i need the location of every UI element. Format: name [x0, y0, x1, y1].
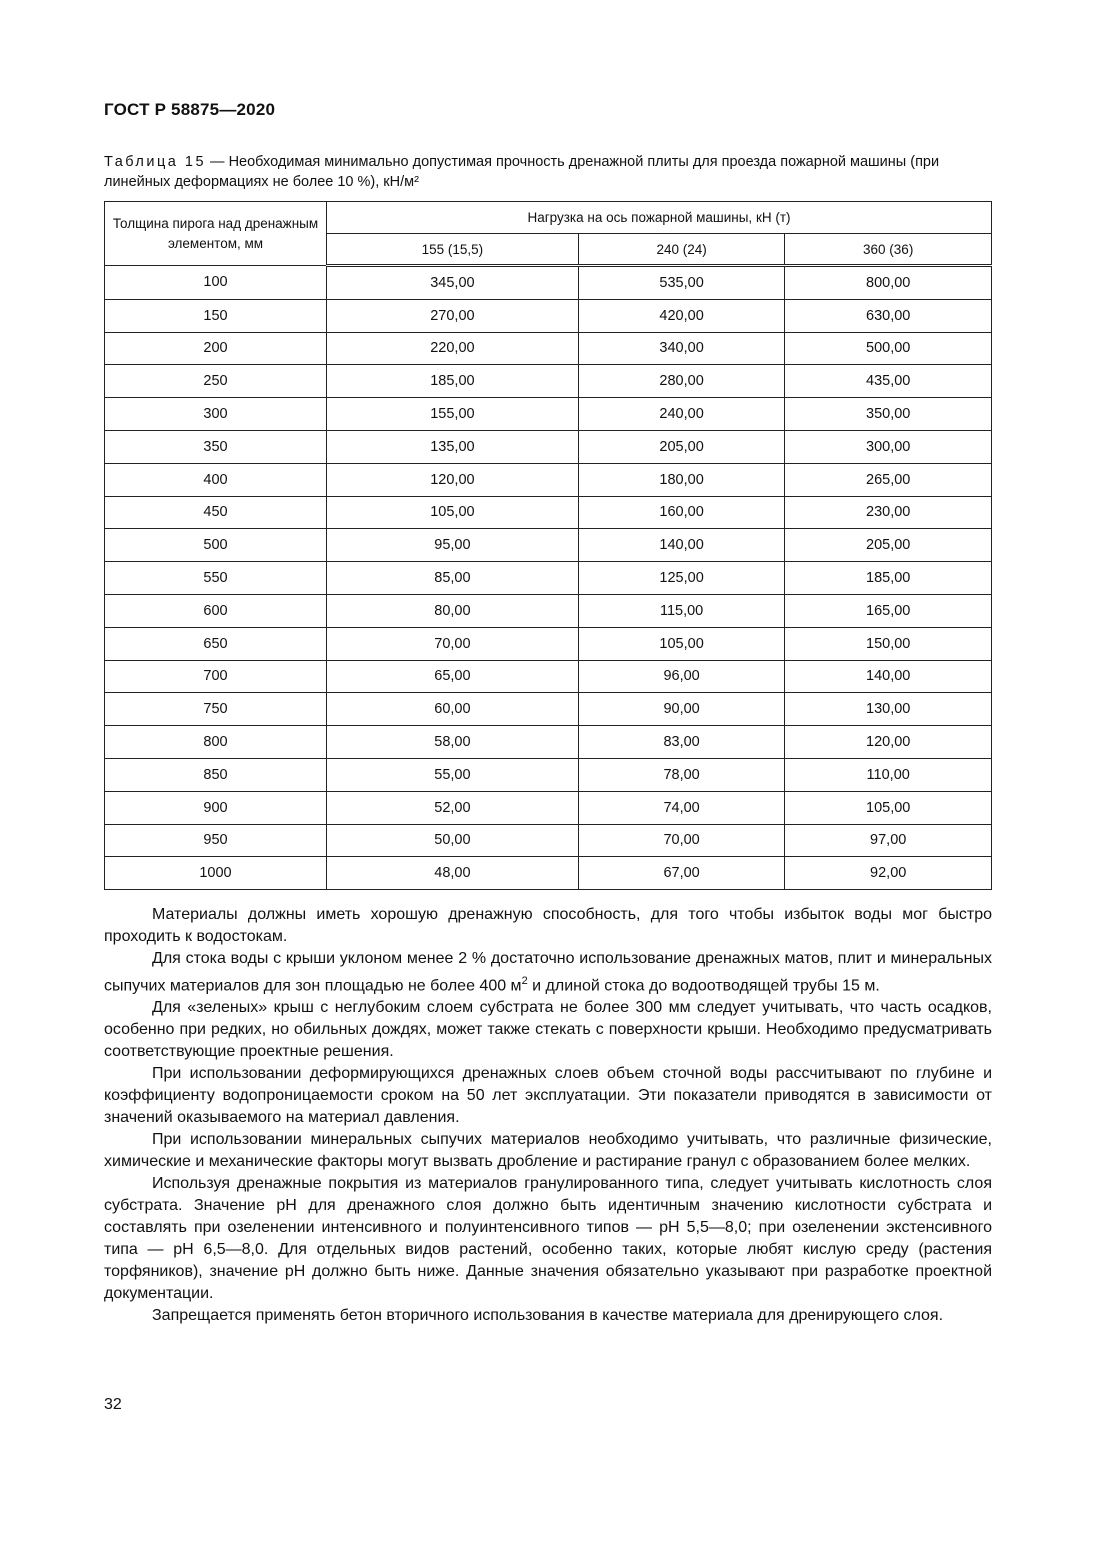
table-row: [105, 430, 992, 463]
strength-cell: 165,00: [785, 594, 992, 627]
strength-cell: 155,00: [327, 398, 579, 431]
strength-cell: 65,00: [327, 660, 579, 693]
strength-cell: 220,00: [327, 332, 579, 365]
strength-cell: 205,00: [785, 529, 992, 562]
table-row: [105, 398, 992, 431]
thickness-cell: 750: [105, 693, 327, 726]
paragraph: При использовании минеральных сыпучих материалов необходимо учитывать, что различные физические, химические и механические факторы могут вызвать дробление и растирание гранул с образованием более мелких.: [104, 1131, 992, 1171]
table-row: [105, 627, 992, 660]
table-row: [105, 660, 992, 693]
table-row: [105, 594, 992, 627]
strength-cell: 280,00: [578, 365, 785, 398]
table-caption: [104, 152, 992, 192]
table-row: [105, 791, 992, 824]
strength-cell: 420,00: [578, 299, 785, 332]
thickness-cell: 550: [105, 562, 327, 595]
page-number: 32: [104, 1396, 122, 1413]
paragraph: Материалы должны иметь хорошую дренажную способность, для того чтобы избыток воды мог быстро проходить к водостокам.: [104, 906, 992, 945]
strength-cell: 125,00: [578, 562, 785, 595]
group-header: Нагрузка на ось пожарной машины, кН (т): [327, 202, 992, 234]
row-header: Толщина пирога над дренажным элементом, мм: [105, 202, 327, 266]
paragraph: При использовании деформирующихся дренажных слоев объем сточной воды рассчитывают по глубине и коэффициенту водопроницаемости сроком на 50 лет эксплуатации. Эти показатели приводятся в зависимости от значений оказываемого на материал давления.: [104, 1065, 992, 1127]
table-row: [105, 758, 992, 791]
strength-cell: 92,00: [785, 857, 992, 890]
strength-cell: 70,00: [327, 627, 579, 660]
strength-cell: 105,00: [785, 791, 992, 824]
strength-cell: 95,00: [327, 529, 579, 562]
paragraph-text: и длиной стока до водоотводящей трубы 15 м.: [527, 977, 880, 995]
column-header: 155 (15,5): [327, 234, 579, 266]
table-row: [105, 726, 992, 759]
table-row: [105, 332, 992, 365]
thickness-cell: 650: [105, 627, 327, 660]
thickness-cell: 1000: [105, 857, 327, 890]
strength-cell: 630,00: [785, 299, 992, 332]
strength-cell: 130,00: [785, 693, 992, 726]
table-row: [105, 463, 992, 496]
strength-cell: 140,00: [578, 529, 785, 562]
thickness-cell: 700: [105, 660, 327, 693]
thickness-cell: 500: [105, 529, 327, 562]
strength-cell: 185,00: [327, 365, 579, 398]
strength-cell: 83,00: [578, 726, 785, 759]
table-row: [105, 693, 992, 726]
strength-cell: 800,00: [785, 266, 992, 300]
strength-cell: 500,00: [785, 332, 992, 365]
table-body: [105, 266, 992, 890]
thickness-cell: 850: [105, 758, 327, 791]
thickness-cell: 900: [105, 791, 327, 824]
strength-cell: 55,00: [327, 758, 579, 791]
table-row: [105, 299, 992, 332]
table-caption-text: — Необходимая минимально допустимая прочность дренажной плиты для проезда пожарной машины (при линейных деформациях не более 10 %), кН/м²: [104, 154, 940, 190]
strength-cell: 110,00: [785, 758, 992, 791]
strength-cell: 180,00: [578, 463, 785, 496]
strength-cell: 340,00: [578, 332, 785, 365]
strength-cell: 120,00: [785, 726, 992, 759]
paragraph: Используя дренажные покрытия из материалов гранулированного типа, следует учитывать кислотность слоя субстрата. Значение pH для дренажного слоя должно быть идентичным значению кислотности субстрата и составлять при озеленении интенсивного и полуинтенсивного типов — pH 5,5—8,0; при озеленении экстенсивного типа — pH 6,5—8,0. Для отдельных видов растений, особенно таких, которые любят кислую среду (растения торфяников), значение pH должно быть ниже. Данные значения обязательно указывают при разработке проектной документации.: [104, 1175, 992, 1303]
strength-cell: 120,00: [327, 463, 579, 496]
strength-cell: 50,00: [327, 824, 579, 857]
strength-cell: 270,00: [327, 299, 579, 332]
strength-cell: 150,00: [785, 627, 992, 660]
table-row: [105, 529, 992, 562]
strength-cell: 85,00: [327, 562, 579, 595]
strength-cell: 115,00: [578, 594, 785, 627]
strength-cell: 105,00: [578, 627, 785, 660]
paragraph: Для «зеленых» крыш с неглубоким слоем субстрата не более 300 мм следует учитывать, что часть осадков, особенно при редких, но обильных дождях, может также стекать с поверхности крыши. Необходимо предусматривать соответствующие проектные решения.: [104, 999, 992, 1061]
thickness-cell: 800: [105, 726, 327, 759]
table-row: [105, 365, 992, 398]
column-header: 240 (24): [578, 234, 785, 266]
table-row: [105, 562, 992, 595]
thickness-cell: 450: [105, 496, 327, 529]
table-row: [105, 266, 992, 300]
paragraph-text: Для стока воды с крыши уклоном менее 2 % достаточно использование дренажных матов, плит и минеральных сыпучих материалов для зон площадью не более 400 м: [104, 950, 992, 995]
thickness-cell: 100: [105, 266, 327, 300]
strength-cell: 265,00: [785, 463, 992, 496]
paragraph: Запрещается применять бетон вторичного использования в качестве материала для дренирующего слоя.: [152, 1307, 944, 1325]
strength-cell: 60,00: [327, 693, 579, 726]
table-row: [105, 857, 992, 890]
strength-cell: 160,00: [578, 496, 785, 529]
strength-cell: 300,00: [785, 430, 992, 463]
strength-cell: 67,00: [578, 857, 785, 890]
paragraph: [104, 948, 992, 997]
thickness-cell: 300: [105, 398, 327, 431]
table-caption-label: Таблица 15: [104, 154, 207, 170]
strength-cell: 78,00: [578, 758, 785, 791]
superscript: 2: [521, 975, 528, 987]
strength-cell: 105,00: [327, 496, 579, 529]
thickness-cell: 350: [105, 430, 327, 463]
strength-cell: 350,00: [785, 398, 992, 431]
strength-cell: 96,00: [578, 660, 785, 693]
strength-cell: 240,00: [578, 398, 785, 431]
thickness-cell: 600: [105, 594, 327, 627]
body-text: [104, 904, 992, 1327]
strength-cell: 535,00: [578, 266, 785, 300]
strength-cell: 435,00: [785, 365, 992, 398]
strength-cell: 52,00: [327, 791, 579, 824]
thickness-cell: 150: [105, 299, 327, 332]
strength-cell: 185,00: [785, 562, 992, 595]
strength-cell: 230,00: [785, 496, 992, 529]
strength-cell: 58,00: [327, 726, 579, 759]
strength-cell: 90,00: [578, 693, 785, 726]
strength-cell: 80,00: [327, 594, 579, 627]
strength-cell: 97,00: [785, 824, 992, 857]
strength-table: [104, 201, 992, 890]
column-header: 360 (36): [785, 234, 992, 266]
table-row: [105, 824, 992, 857]
strength-cell: 135,00: [327, 430, 579, 463]
thickness-cell: 950: [105, 824, 327, 857]
thickness-cell: 250: [105, 365, 327, 398]
strength-cell: 345,00: [327, 266, 579, 300]
table-row: [105, 496, 992, 529]
thickness-cell: 200: [105, 332, 327, 365]
strength-cell: 140,00: [785, 660, 992, 693]
thickness-cell: 400: [105, 463, 327, 496]
strength-cell: 205,00: [578, 430, 785, 463]
document-header: ГОСТ Р 58875—2020: [104, 100, 276, 119]
strength-cell: 74,00: [578, 791, 785, 824]
strength-cell: 70,00: [578, 824, 785, 857]
strength-cell: 48,00: [327, 857, 579, 890]
